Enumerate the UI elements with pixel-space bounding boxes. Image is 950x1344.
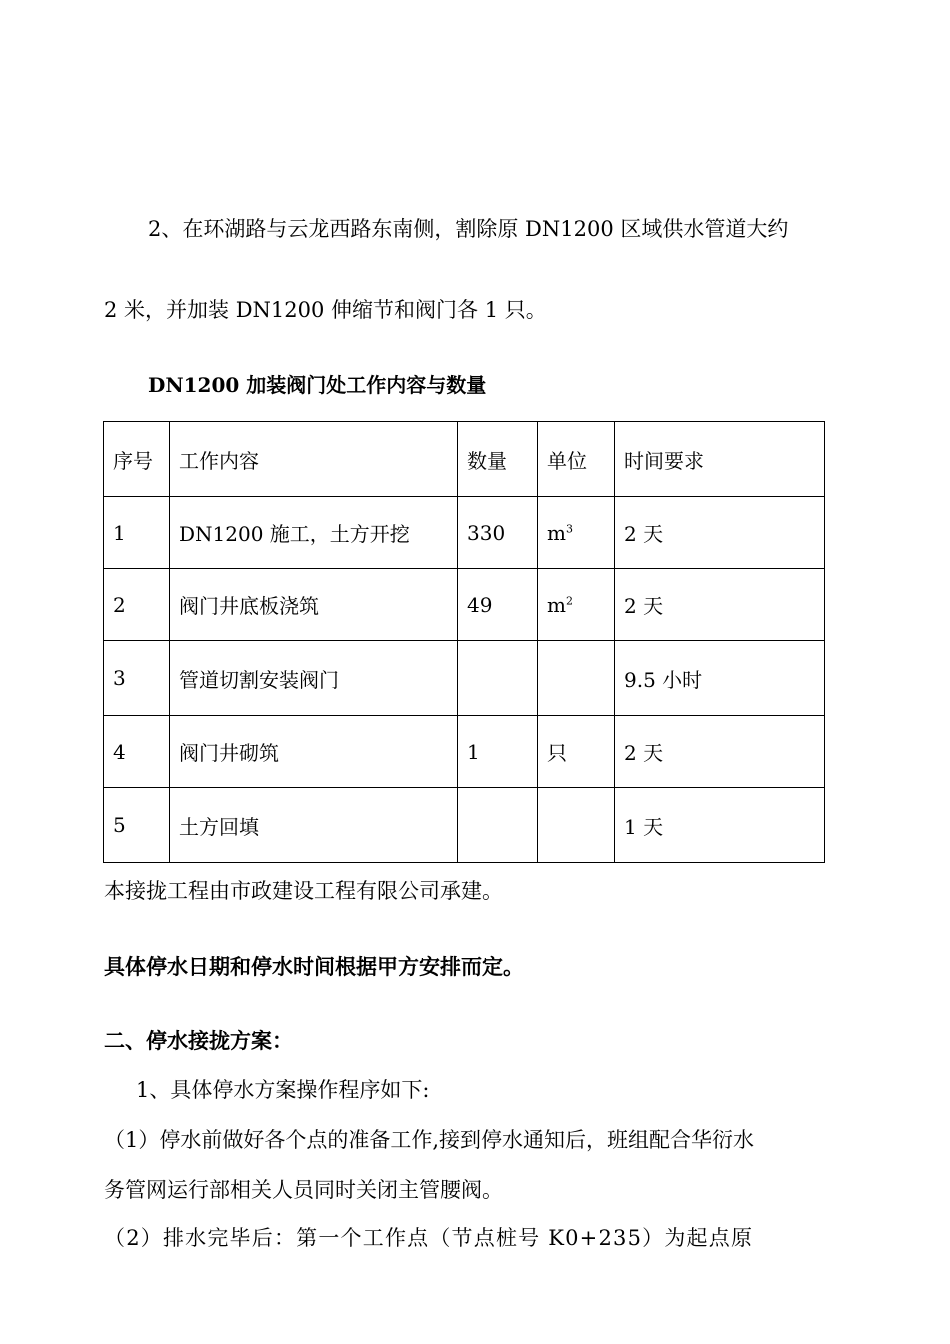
cell-unit (538, 788, 615, 863)
paragraph-line: 2、在环湖路与云龙西路东南侧，割除原 DN1200 区域供水管道大约 (148, 217, 789, 241)
header-cell: 时间要求 (615, 422, 825, 497)
cell-time: 2 天 (615, 716, 825, 788)
table-row (104, 788, 825, 863)
cell-no: 3 (104, 641, 170, 716)
cell-time: 2 天 (615, 569, 825, 641)
cell-qty (458, 788, 538, 863)
cell-content: 阀门井底板浇筑 (170, 569, 458, 641)
cell-qty: 330 (458, 497, 538, 569)
cell-time: 1 天 (615, 788, 825, 863)
unit-base: m (547, 592, 566, 617)
cell-qty (458, 641, 538, 716)
cell-no: 2 (104, 569, 170, 641)
cell-unit (538, 569, 615, 641)
cell-content: 管道切割安装阀门 (170, 641, 458, 716)
header-cell: 工作内容 (170, 422, 458, 497)
unit-superscript: 3 (565, 521, 573, 535)
table-row (104, 641, 825, 716)
notice-text: 具体停水日期和停水时间根据甲方安排而定。 (104, 954, 524, 979)
cell-content: DN1200 施工，土方开挖 (170, 497, 458, 569)
paragraph-line: （2）排水完毕后：第一个工作点（节点桩号 K0+235）为起点原 (104, 1226, 754, 1250)
cell-content: 土方回填 (170, 788, 458, 863)
paragraph-line: 务管网运行部相关人员同时关闭主管腰阀。 (104, 1178, 503, 1202)
cell-time: 2 天 (615, 497, 825, 569)
table-row (104, 716, 825, 788)
paragraph-line: （1）停水前做好各个点的准备工作,接到停水通知后，班组配合华衍水 (104, 1128, 755, 1152)
cell-unit (538, 641, 615, 716)
table-row (104, 569, 825, 641)
paragraph-line: 2 米，并加装 DN1200 伸缩节和阀门各 1 只。 (104, 298, 547, 322)
header-cell: 数量 (458, 422, 538, 497)
cell-qty: 49 (458, 569, 538, 641)
work-content-table (103, 421, 825, 863)
list-item: 1、具体停水方案操作程序如下: (136, 1078, 430, 1102)
cell-unit (538, 716, 615, 788)
cell-no: 4 (104, 716, 170, 788)
table-caption: DN1200 加装阀门处工作内容与数量 (148, 373, 487, 397)
header-cell: 序号 (104, 422, 170, 497)
table-header-row (104, 422, 825, 497)
cell-no: 5 (104, 788, 170, 863)
unit-base: 只 (547, 741, 567, 765)
cell-unit (538, 497, 615, 569)
cell-no: 1 (104, 497, 170, 569)
cell-qty: 1 (458, 716, 538, 788)
header-cell: 单位 (538, 422, 615, 497)
table-row (104, 497, 825, 569)
unit-superscript: 2 (565, 593, 573, 607)
cell-content: 阀门井砌筑 (170, 716, 458, 788)
unit-base: m (547, 520, 566, 545)
cell-time: 9.5 小时 (615, 641, 825, 716)
section-heading: 二、停水接拢方案： (104, 1028, 293, 1053)
paragraph-line: 本接拢工程由市政建设工程有限公司承建。 (104, 879, 503, 903)
